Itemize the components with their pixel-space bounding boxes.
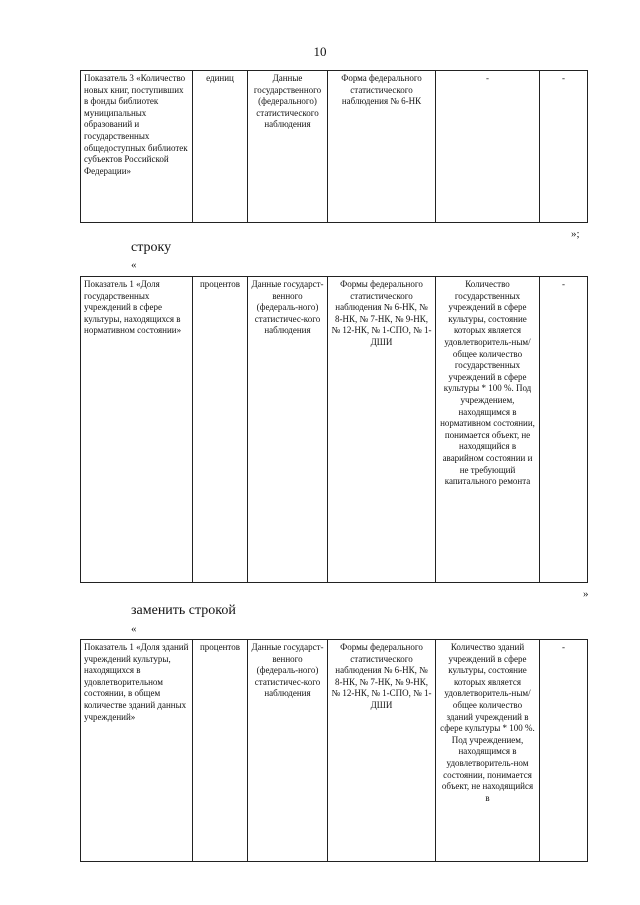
source-cell: Данные государст-венного (федераль-ного) статистичес-кого наблюдения: [248, 277, 328, 583]
form-cell: Формы федерального статистического наблюдения № 6-НК, № 8-НК, № 7-НК, № 9-НК, № 12-НК, № 1-СПО, № 1-ДШИ: [328, 640, 436, 862]
closing-quote: »: [583, 588, 589, 600]
indicator-name-cell: Показатель 3 «Количество новых книг, поступивших в фонды библиотек муниципальных образований и государственных общедоступных библиотек субъектов Российской Федерации»: [81, 71, 193, 223]
indicator-table-1: [80, 70, 588, 223]
source-cell: Данные государственного (федерального) статистического наблюдения: [248, 71, 328, 223]
source-cell: Данные государст-венного (федераль-ного) статистичес-кого наблюдения: [248, 640, 328, 862]
form-cell: Форма федерального статистического наблюдения № 6-НК: [328, 71, 436, 223]
opening-quote: «: [131, 259, 137, 271]
indicator-name-cell: Показатель 1 «Доля зданий учреждений культуры, находящихся в удовлетворительном состоянии, в общем количестве зданий данных учреждений»: [81, 640, 193, 862]
unit-cell: процентов: [193, 277, 248, 583]
section-label-replace: заменить строкой: [131, 603, 236, 618]
extra-cell: -: [540, 71, 588, 223]
unit-cell: процентов: [193, 640, 248, 862]
unit-cell: единиц: [193, 71, 248, 223]
opening-quote: «: [131, 623, 137, 635]
method-cell: -: [436, 71, 540, 223]
indicator-table-3: [80, 639, 588, 862]
form-cell: Формы федерального статистического наблюдения № 6-НК, № 8-НК, № 7-НК, № 9-НК, № 12-НК, № 1-СПО, № 1-ДШИ: [328, 277, 436, 583]
method-cell: Количество зданий учреждений в сфере культуры, состояние которых является удовлетворитель-ным/общее количество зданий учреждений в сфере культуры * 100 %. Под учреждением, находящимся в удовлетворитель-ном состоянии, понимается объект, не находящийся в: [436, 640, 540, 862]
page-number: 10: [313, 44, 327, 59]
indicator-name-cell: Показатель 1 «Доля государственных учреждений в сфере культуры, находящихся в нормативном состоянии»: [81, 277, 193, 583]
extra-cell: -: [540, 277, 588, 583]
closing-quote: »;: [571, 228, 580, 240]
indicator-table-2: [80, 276, 588, 583]
extra-cell: -: [540, 640, 588, 862]
section-label-row: строку: [131, 240, 172, 255]
method-cell: Количество государственных учреждений в сфере культуры, состояние которых является удовлетворитель-ным/общее количество государственных учреждений в сфере культуры * 100 %. Под учреждением, находящимся в нормативном состоянии, понимается объект, не находящийся в аварийном состоянии и не требующий капитального ремонта: [436, 277, 540, 583]
